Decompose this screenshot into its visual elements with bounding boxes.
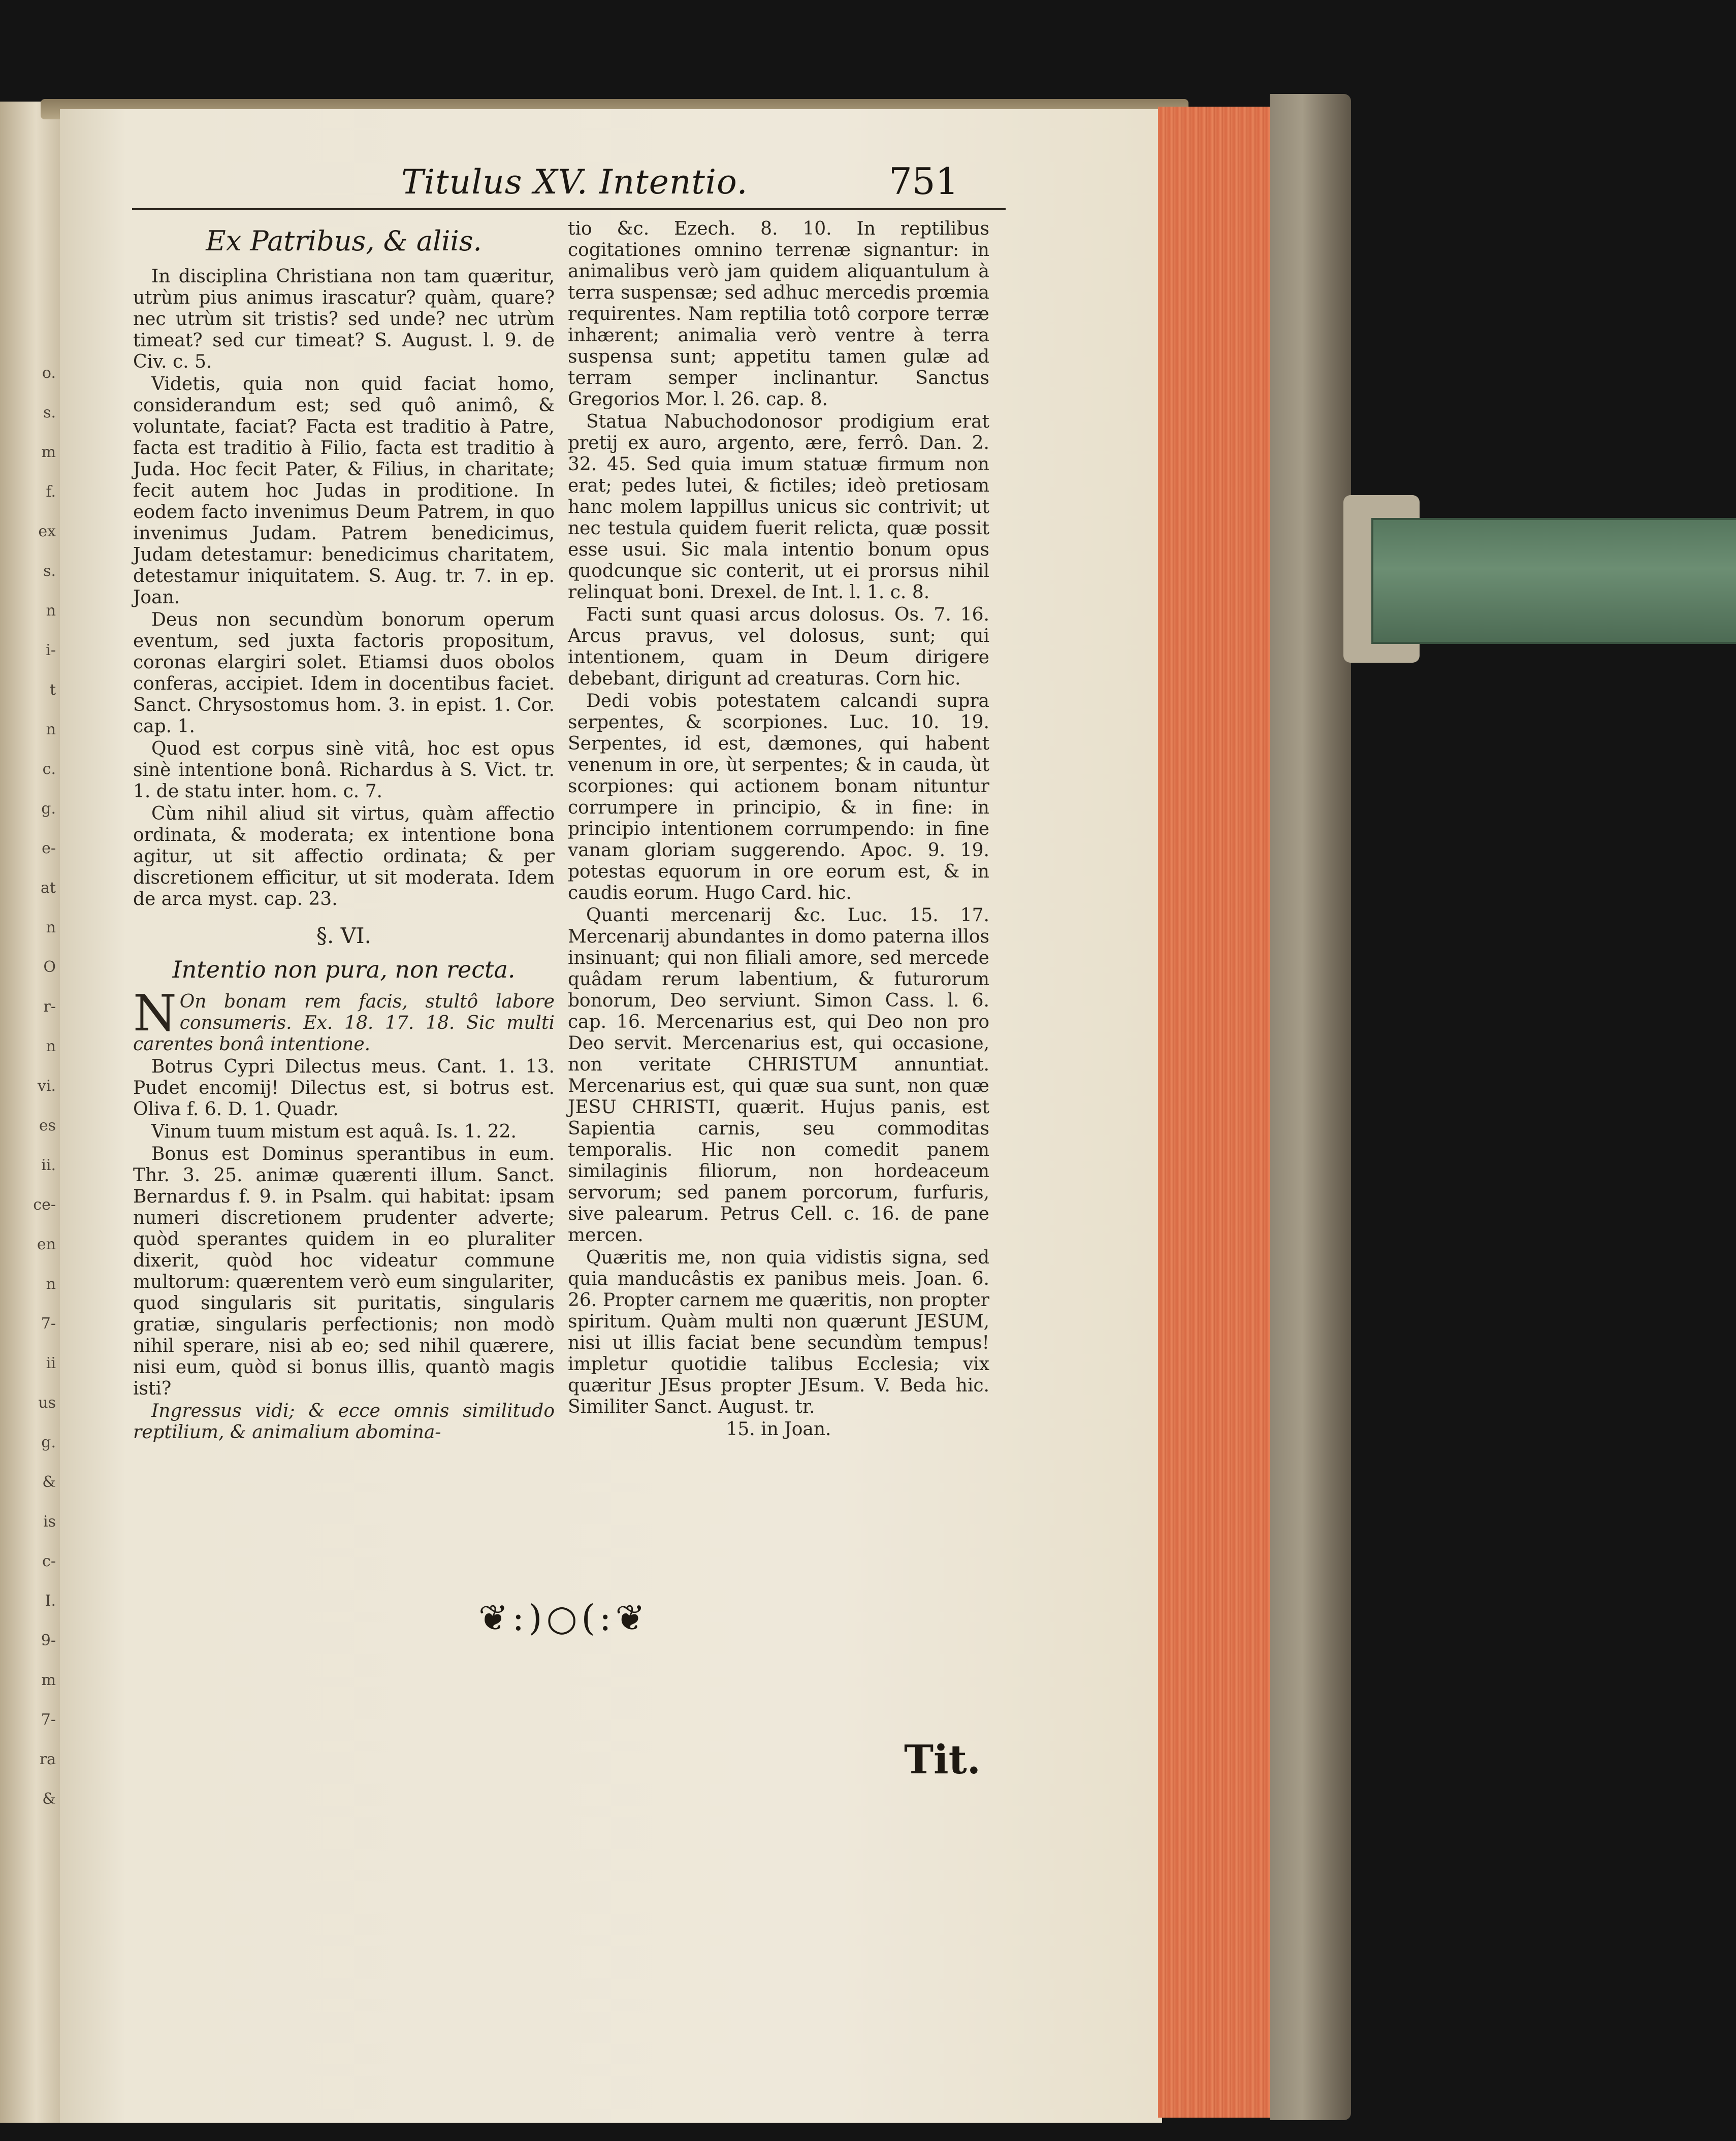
section-heading: Ex Patribus, & aliis. [206,225,482,257]
paragraph: Ingressus vidi; & ecce omnis similitudo reptilium, & animalium abomina- [133,1401,555,1443]
left-page-fragment: ii [46,1354,56,1372]
left-page-fragment: c. [42,760,56,778]
subsection-heading: Intentio non pura, non recta. [172,956,516,983]
paragraph: Botrus Cypri Dilectus meus. Cant. 1. 13. Pudet encomij! Dilectus est, si botrus est. Oliva f. 6. D. 1. Quadr. [133,1056,555,1120]
left-page-fragment: s. [43,404,56,421]
left-page-fragment: o. [42,364,56,382]
left-page-fragment: s. [43,562,56,580]
paragraph [133,985,555,1055]
header-rule [132,208,1006,210]
left-page-fragment: i- [46,641,56,659]
left-page-fragment: n [46,1275,56,1293]
left-page-fragment: f. [46,483,56,501]
paragraph: Videtis, quia non quid faciat homo, considerandum est; sed quô animô, & voluntate, faciat? Facta est traditio à Patre, facta est traditio à Filio, facta est traditio à Juda. Hoc fecit Pater, & Filius, in charitate; fecit autem hoc Judas in proditione. In eodem facto invenimus Deum Patrem, in quo invenimus Judam. Patrem benedicimus, Judam detestamur: benedicimus charitatem, detestamur iniquitatem. S. Aug. tr. 7. in ep. Joan. [133,374,555,608]
left-page-fragment: m [41,443,56,461]
paragraph: Vinum tuum mistum est aquâ. Is. 1. 22. [151,1121,517,1142]
red-page-edges [1158,107,1275,2118]
left-page-fragment: n [46,919,56,936]
left-page-fragment: c- [42,1552,56,1570]
paragraph: Bonus est Dominus sperantibus in eum. Thr. 3. 25. animæ quærenti illum. Sanct. Bernardus f. 9. in Psalm. qui habitat: ipsam numeri discretionem prudenter adverte; quòd sperantes quidem in eo pluraliter dixerit, quòd hoc videatur commune multorum: quærentem verò eum singulariter, quod singularis sit puritatis, singularis gratiæ, singularis perfectionis; non modò nihil sperare, nisi ab eo; sed nihil quærere, nisi eum, quòd si bonus illis, quantò magis isti? [133,1144,555,1399]
paragraph: Deus non secundùm bonorum operum eventum, sed juxta factoris propositum, coronas elargiri solet. Etiamsi duos obolos conferas, accipiet. Idem in docentibus faciet. Sanct. Chrysostomus hom. 3. in epist. 1. Cor. cap. 1. [133,609,555,737]
left-page-fragment: r- [43,998,56,1016]
left-page-fragment: ce- [33,1196,56,1214]
page-number: 751 [889,160,959,203]
bronze-clasp [1371,518,1736,644]
left-page-fragment: t [49,681,56,699]
drop-cap: N [133,985,177,1043]
citation-end: 15. in Joan. [726,1419,831,1440]
left-page-fragment: 9- [41,1632,56,1649]
left-page-edge [0,102,63,2123]
left-page-fragment: 7- [41,1315,56,1333]
left-page-fragment: g. [41,800,56,818]
left-page-fragment: es [39,1117,56,1134]
ornament: ❦:)○(:❦ [478,1597,650,1639]
paragraph: Cùm nihil aliud sit virtus, quàm affectio ordinata, & moderata; ex intentione bona agitur, ut sit affectio ordinata; & per discretionem efficitur, ut sit moderata. Idem de arca myst. cap. 23. [133,803,555,910]
leather-cover-edge [1270,94,1351,2120]
left-page-fragment: O [43,958,56,976]
left-page-fragment: at [41,879,56,897]
running-head: Titulus XV. Intentio. [401,163,748,202]
paragraph: Quæritis me, non quia vidistis signa, sed quia manducâstis ex panibus meis. Joan. 6. 26. Propter carnem me quæritis, non propter spiritum. Quàm multi non quærunt JESUM, nisi ut illis faciat bene secundùm tempus! impletur quotidie talibus Ecclesia; vix quæritur JEsus propter JEsum. V. Beda hic. Similiter Sanct. August. tr. [568,1247,989,1417]
left-page-fragment: 7- [41,1711,56,1729]
left-page-fragment: us [38,1394,56,1412]
paragraph: Quod est corpus sinè vitâ, hoc est opus sinè intentione bonâ. Richardus à S. Vict. tr. 1. de statu inter. hom. c. 7. [133,738,555,802]
paragraph: Dedi vobis potestatem calcandi supra serpentes, & scorpiones. Luc. 10. 19. Serpentes, id est, dæmones, qui habent venenum in ore, ùt serpentes; & in cauda, ùt scorpiones: qui actionem bonam nituntur corrumpere in principio, & in fine: in principio intentionem corrumpendo: in fine vanam gloriam suggerendo. Apoc. 9. 19. potestas equorum in ore eorum est, & in caudis eorum. Hugo Card. hic. [568,691,989,903]
left-page-fragment: is [43,1513,56,1531]
left-page-fragment: en [37,1236,56,1253]
left-page-fragment: ra [39,1750,56,1768]
right-column [568,218,989,1440]
left-page-fragment: e- [42,839,56,857]
paragraph: In disciplina Christiana non tam quæritur, utrùm pius animus irascatur? quàm, quare? nec utrùm sit tristis? sed unde? nec utrùm timeat? sed cur timeat? S. August. l. 9. de Civ. c. 5. [133,266,555,372]
left-page-fragment: & [42,1790,56,1808]
left-page-fragment: I. [45,1592,56,1610]
left-page-fragment: vi. [37,1077,56,1095]
catchword: Tit. [904,1737,981,1783]
paragraph: tio &c. Ezech. 8. 10. In reptilibus cogitationes omnino terrenæ signantur: in animalibus verò jam quidem aliquantulum à terra suspensæ; sed adhuc mercedis prœmia requirentes. Nam reptilia totô corpore terræ inhærent; animalia verò ventre à terra suspensa sunt; appetitu tamen gulæ ad terram semper inclinantur. Sanctus Gregorios Mor. l. 26. cap. 8. [568,218,989,410]
paragraph-text: On bonam rem facis, stultô labore consumeris. Ex. 18. 17. 18. Sic multi carentes bonâ intentione. [133,991,555,1055]
paragraph: Quanti mercenarij &c. Luc. 15. 17. Mercenarij abundantes in domo paterna illos insinuant; qui non filiali amore, sed mercede quâdam rerum labentium, & futurorum bonorum, Deo serviunt. Simon Cass. l. 6. cap. 16. Mercenarius est, qui Deo non pro Deo servit. Mercenarius est, qui occasione, non veritate CHRISTUM annuntiat. Mercenarius est, qui quæ sua sunt, non quæ JESU CHRISTI, quærit. Hujus panis, est Sapientia carnis, seu commoditas temporalis. Hic non comedit panem similaginis filiorum, non hordeaceum servorum; sed panem porcorum, furfuris, sive palearum. Petrus Cell. c. 16. de pane mercen. [568,905,989,1246]
paragraph: Statua Nabuchodonosor prodigium erat pretij ex auro, argento, ære, ferrô. Dan. 2. 32. 45. Sed quia imum statuæ firmum non erat; pedes lutei, & fictiles; ideò pretiosam hanc molem lappillus unicus sic contrivit; ut nec testula quidem fuerit relicta, quæ possit esse usui. Sic mala intentio bonum opus quodcunque sic conterit, ut ei prorsus nihil relinquat boni. Drexel. de Int. l. 1. c. 8. [568,411,989,603]
left-page-fragment: m [41,1671,56,1689]
left-page-fragment: n [46,1037,56,1055]
left-page-fragment: n [46,721,56,738]
left-page-fragment: ii. [41,1156,56,1174]
left-page-fragment: & [42,1473,56,1491]
section-number: §. VI. [316,923,371,948]
left-page-fragment: g. [41,1434,56,1451]
left-page-fragment: n [46,602,56,620]
left-column [133,218,555,1444]
paragraph: Facti sunt quasi arcus dolosus. Os. 7. 16. Arcus pravus, vel dolosus, sunt; qui intentionem, quam in Deum dirigere debebant, dirigunt ad creaturas. Corn hic. [568,604,989,689]
left-page-fragment: ex [38,523,56,540]
